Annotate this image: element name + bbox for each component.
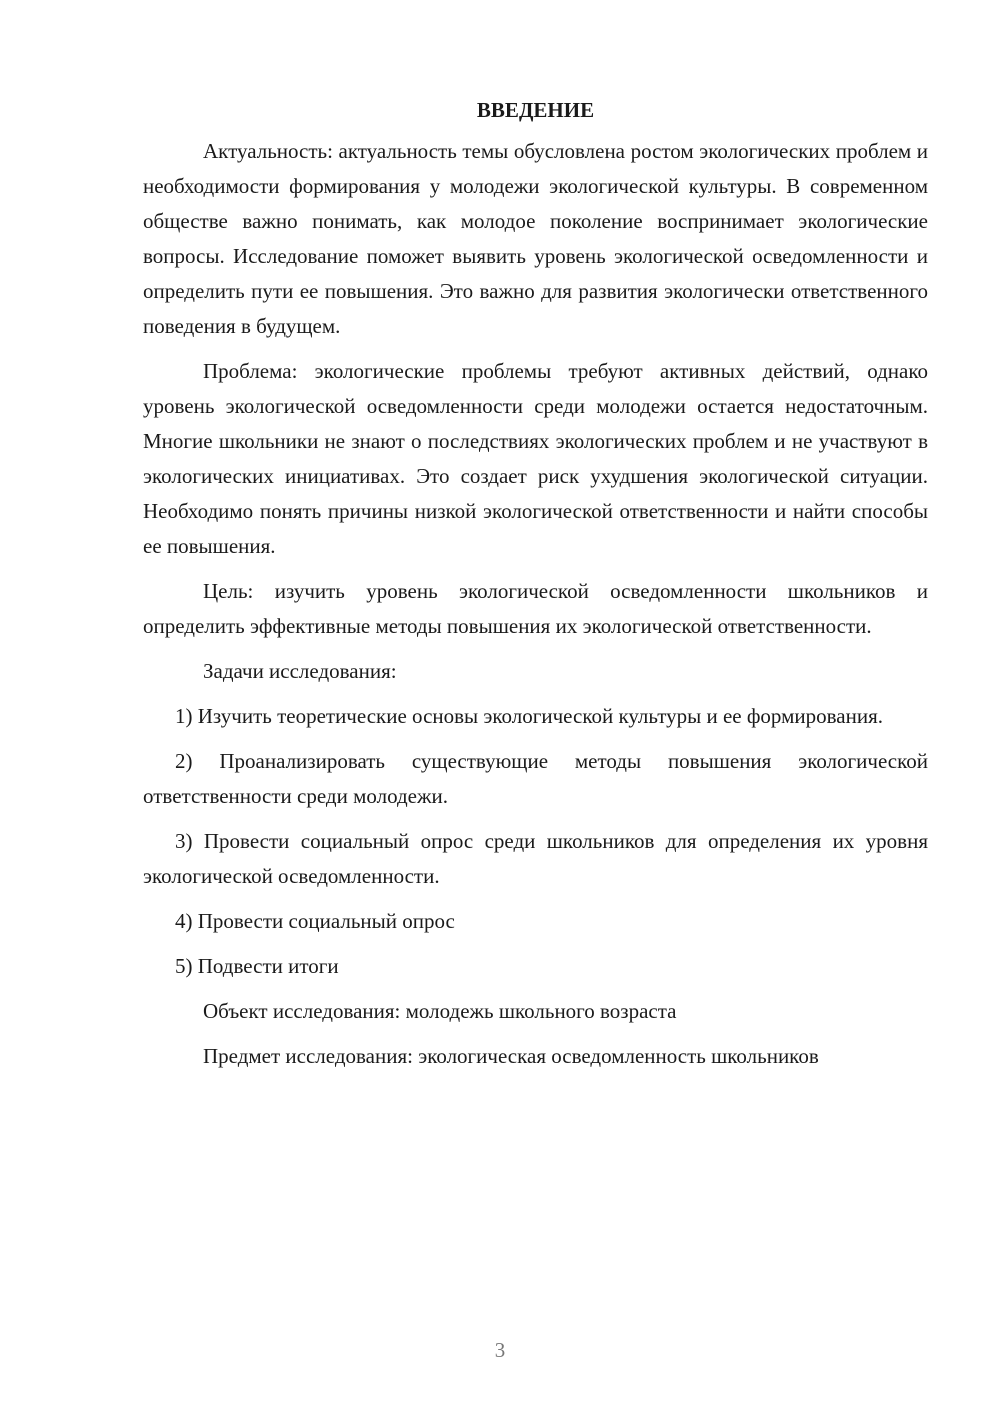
page-number: 3	[494, 1338, 506, 1362]
object-paragraph: Объект исследования: молодежь школьного возраста	[203, 999, 677, 1023]
task-item-1: 1) Изучить теоретические основы экологической культуры и ее формирования.	[175, 704, 883, 728]
document-body	[143, 93, 928, 1074]
task-item-5: 5) Подвести итоги	[175, 954, 339, 978]
relevance-paragraph: Актуальность: актуальность темы обусловлена ростом экологических проблем и необходимости формирования у молодежи экологической культуры. В современном обществе важно понимать, как молодое поколение воспринимает экологические вопросы. Исследование поможет выявить уровень экологической осведомленности и определить пути ее повышения. Это важно для развития экологически ответственного поведения в будущем.	[143, 139, 928, 338]
problem-paragraph: Проблема: экологические проблемы требуют активных действий, однако уровень экологической осведомленности среди молодежи остается недостаточным. Многие школьники не знают о последствиях экологических проблем и не участвуют в экологических инициативах. Это создает риск ухудшения экологической ситуации. Необходимо понять причины низкой экологической ответственности и найти способы ее повышения.	[143, 359, 928, 558]
task-item-3: 3) Провести социальный опрос среди школьников для определения их уровня экологической осведомленности.	[143, 829, 928, 888]
task-item-4: 4) Провести социальный опрос	[175, 909, 455, 933]
subject-paragraph: Предмет исследования: экологическая осведомленность школьников	[203, 1044, 819, 1068]
tasks-heading: Задачи исследования:	[203, 659, 397, 683]
task-item-2: 2) Проанализировать существующие методы повышения экологической ответственности среди молодежи.	[143, 749, 928, 808]
goal-paragraph: Цель: изучить уровень экологической осведомленности школьников и определить эффективные методы повышения их экологической ответственности.	[143, 579, 928, 638]
page-title: ВВЕДЕНИЕ	[476, 98, 595, 122]
